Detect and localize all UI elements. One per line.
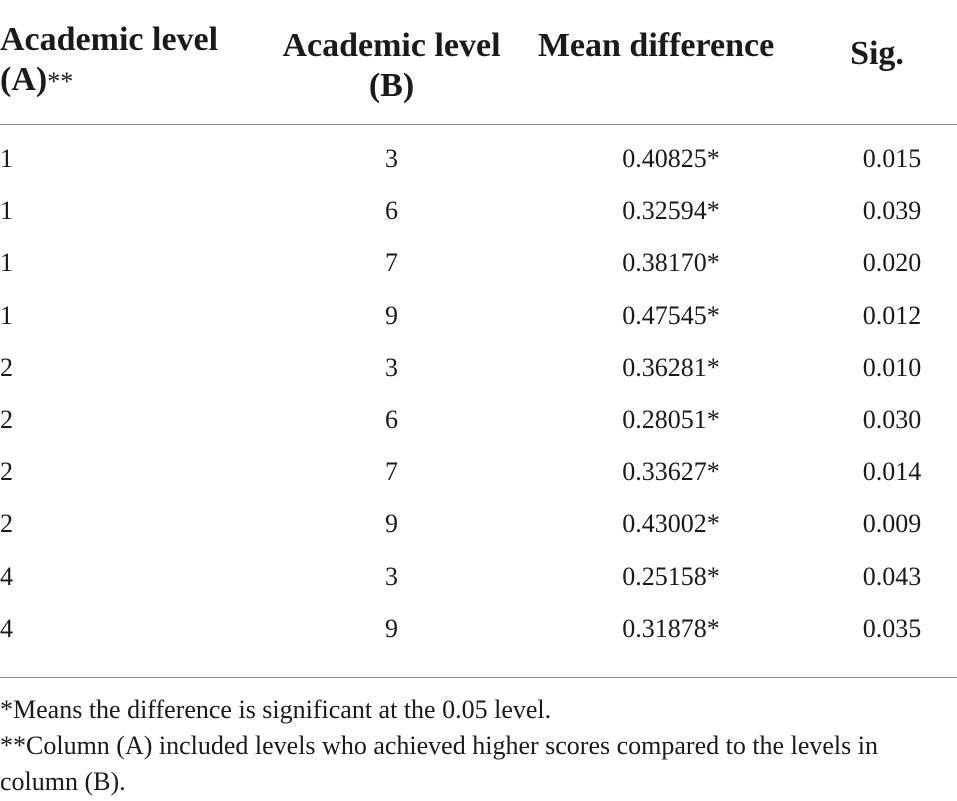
cell-academic-level-b: 6 <box>385 405 398 435</box>
cell-mean-difference: 0.28051* <box>622 405 720 435</box>
cell-sig: 0.020 <box>862 248 922 278</box>
header-mean-difference: Mean difference <box>537 27 775 64</box>
cell-mean-difference: 0.38170* <box>622 248 720 278</box>
table-row <box>0 446 957 498</box>
table-row <box>0 125 957 186</box>
cell-mean-difference: 0.40825* <box>622 144 720 174</box>
cell-academic-level-b: 7 <box>385 457 398 487</box>
cell-mean-difference: 0.31878* <box>622 613 720 643</box>
note-column-a-line1: **Column (A) included levels who achieved higher scores compared to the levels in <box>0 730 878 760</box>
note-column-a-line2: column (B). <box>0 766 126 796</box>
cell-academic-level-b: 9 <box>385 509 398 539</box>
cell-mean-difference: 0.43002* <box>622 509 720 539</box>
cell-mean-difference: 0.32594* <box>622 196 720 226</box>
cell-academic-level-b: 7 <box>385 248 398 278</box>
cell-mean-difference: 0.25158* <box>622 561 720 591</box>
cell-academic-level-a: 2 <box>0 405 13 435</box>
cell-academic-level-a: 2 <box>0 352 13 382</box>
cell-academic-level-b: 9 <box>385 613 398 643</box>
table-row <box>0 185 957 237</box>
cell-mean-difference: 0.36281* <box>622 352 720 382</box>
table-row <box>0 603 957 677</box>
cell-academic-level-a: 2 <box>0 457 13 487</box>
header-sig: Sig. <box>850 35 904 72</box>
cell-academic-level-a: 4 <box>0 613 13 643</box>
cell-academic-level-a: 1 <box>0 144 13 174</box>
cell-mean-difference: 0.33627* <box>622 457 720 487</box>
table-body <box>0 125 957 677</box>
table-header <box>0 0 957 125</box>
table-row <box>0 551 957 603</box>
cell-academic-level-a: 4 <box>0 561 13 591</box>
table-row <box>0 342 957 394</box>
table-notes <box>0 678 957 800</box>
cell-mean-difference: 0.47545* <box>622 300 720 330</box>
cell-sig: 0.009 <box>862 509 922 539</box>
cell-academic-level-a: 1 <box>0 300 13 330</box>
cell-sig: 0.015 <box>862 144 922 174</box>
header-academic-level-a-label: Academic level (A) <box>0 21 219 98</box>
cell-sig: 0.010 <box>862 352 922 382</box>
table-row <box>0 237 957 289</box>
cell-sig: 0.014 <box>862 457 922 487</box>
cell-academic-level-a: 1 <box>0 196 13 226</box>
cell-academic-level-b: 3 <box>385 144 398 174</box>
header-row <box>0 0 957 125</box>
cell-sig: 0.039 <box>862 196 922 226</box>
note-significance: *Means the difference is significant at the 0.05 level. <box>0 694 552 724</box>
header-academic-level-a-mark: ** <box>47 67 74 96</box>
cell-sig: 0.030 <box>862 405 922 435</box>
header-academic-level-b: Academic level (B) <box>282 27 501 104</box>
cell-academic-level-b: 3 <box>385 561 398 591</box>
cell-academic-level-b: 6 <box>385 196 398 226</box>
cell-academic-level-b: 3 <box>385 352 398 382</box>
cell-sig: 0.012 <box>862 300 922 330</box>
cell-academic-level-b: 9 <box>385 300 398 330</box>
table-row <box>0 498 957 550</box>
cell-sig: 0.035 <box>862 613 922 643</box>
table-row <box>0 394 957 446</box>
cell-academic-level-a: 2 <box>0 509 13 539</box>
header-academic-level-a <box>0 0 268 125</box>
cell-sig: 0.043 <box>862 561 922 591</box>
table-row <box>0 290 957 342</box>
cell-academic-level-a: 1 <box>0 248 13 278</box>
